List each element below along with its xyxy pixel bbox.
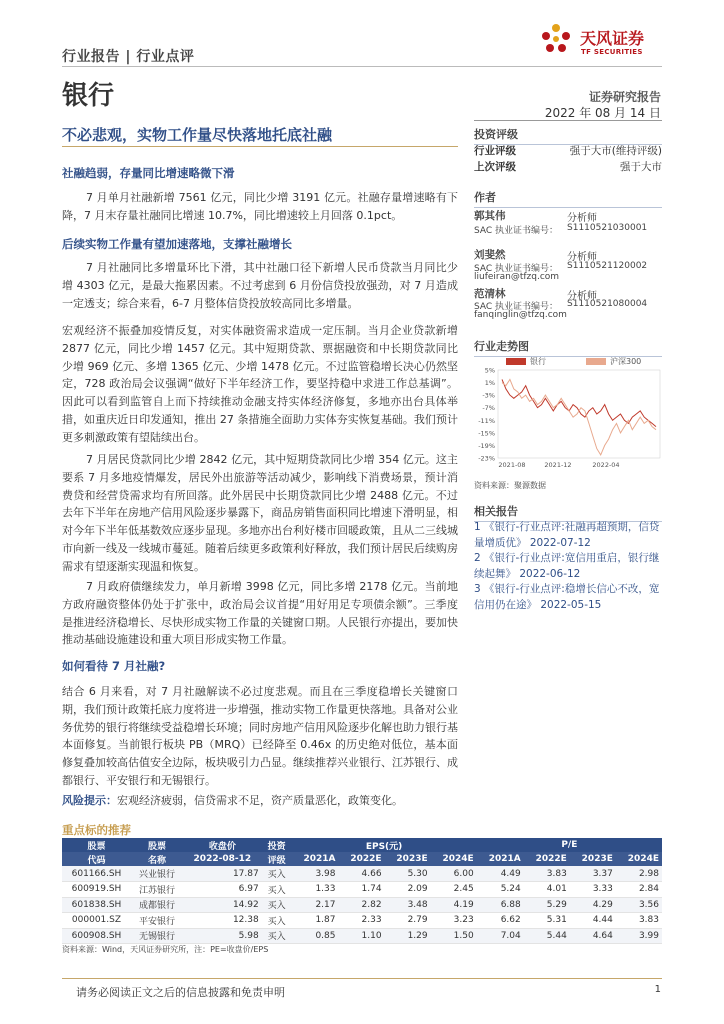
analyst-email[interactable]: liufeiran@tfzq.com — [474, 272, 560, 282]
th-sub: 2022E — [524, 852, 570, 866]
table-cell: 4.19 — [431, 897, 477, 913]
date-divider — [474, 120, 662, 121]
table-cell: 1.87 — [291, 913, 338, 929]
table-cell: 3.56 — [616, 897, 662, 913]
table-cell: 无锡银行 — [131, 928, 183, 944]
authors-header: 作者 — [474, 189, 662, 208]
prev-rating-label: 上次评级 — [474, 161, 516, 173]
table-cell: 4.49 — [477, 866, 524, 882]
section-title-2: 后续实物工作量有望加速落地，支撑社融增长 — [62, 237, 292, 251]
table-cell: 买入 — [262, 913, 292, 929]
table-cell: 6.62 — [477, 913, 524, 929]
table-cell: 600908.SH — [62, 928, 131, 944]
table-cell: 3.48 — [385, 897, 431, 913]
paragraph-2: 7 月社融同比多增量环比下滑，其中社融口径下新增人民币贷款当月同比少增 4303 亿元，是最大拖累因素。不过考虑到 6 月份信贷投放强劲，对 7 月造成一定透支；综合来看，6-7 月整体信贷投放较高同比多增量。 — [62, 261, 458, 310]
table-cell: 1.10 — [339, 928, 385, 944]
th-price: 收盘价 — [183, 838, 262, 852]
table-body — [62, 866, 662, 944]
table-cell: 12.38 — [183, 913, 262, 929]
y-tick-label: -7% — [482, 404, 495, 413]
cert-label: SAC 执业证书编号： — [474, 264, 559, 274]
headline-divider — [62, 146, 458, 147]
page-number: 1 — [654, 984, 661, 995]
table-cell: 3.23 — [431, 913, 477, 929]
table-cell: 4.29 — [570, 897, 616, 913]
table-cell: 2.84 — [616, 882, 662, 898]
table-cell: 5.29 — [524, 897, 570, 913]
chart-source: 资料来源：聚源数据 — [474, 481, 546, 490]
cert-number: S1110521120002 — [567, 261, 648, 271]
table-cell: 4.01 — [524, 882, 570, 898]
th-sub: 名称 — [131, 852, 183, 866]
table-cell: 6.97 — [183, 882, 262, 898]
analyst-role: 分析师 — [567, 291, 597, 302]
logo-text-en: TF SECURITIES — [581, 48, 643, 56]
th-rating: 投资 — [262, 838, 292, 852]
y-tick-label: 1% — [484, 379, 495, 388]
industry-title: 银行 — [62, 81, 115, 111]
cert-number: S1110521030001 — [567, 223, 648, 233]
logo-text-cn: 天风证券 — [580, 29, 645, 48]
table-cell: 6.00 — [431, 866, 477, 882]
table-cell: 3.98 — [291, 866, 338, 882]
table-cell: 3.83 — [616, 913, 662, 929]
table-cell: 000001.SZ — [62, 913, 131, 929]
legend-label-index: 沪深300 — [610, 357, 642, 366]
analyst-name: 郭其伟 — [474, 210, 506, 222]
table-cell: 3.83 — [524, 866, 570, 882]
th-sub: 代码 — [62, 852, 131, 866]
table-row — [62, 882, 662, 898]
report-headline: 不必悲观，实物工作量尽快落地托底社融 — [62, 126, 333, 144]
y-tick-label: -19% — [478, 441, 495, 450]
table-source: 资料来源：Wind，天风证券研究所，注：PE=收盘价/EPS — [62, 945, 269, 954]
report-category: 行业报告 | 行业点评 — [62, 49, 195, 65]
table-cell: 0.85 — [291, 928, 338, 944]
table-cell: 买入 — [262, 897, 292, 913]
table-cell: 4.64 — [570, 928, 616, 944]
analyst-role: 分析师 — [567, 213, 597, 224]
table-row — [62, 897, 662, 913]
table-cell: 5.31 — [524, 913, 570, 929]
industry-rating-row — [474, 143, 662, 158]
industry-trend-chart — [474, 364, 662, 472]
table-cell: 2.79 — [385, 913, 431, 929]
table-cell: 600919.SH — [62, 882, 131, 898]
footer-divider — [62, 978, 662, 979]
logo-mark-icon — [538, 22, 574, 58]
legend-label-bank: 银行 — [530, 357, 546, 366]
table-row — [62, 866, 662, 882]
table-header-row-1 — [62, 838, 662, 852]
cert-number: S1110521080004 — [567, 299, 648, 309]
table-cell: 1.33 — [291, 882, 338, 898]
table-cell: 2.98 — [616, 866, 662, 882]
x-tick-label: 2021-08 — [498, 461, 526, 469]
table-cell: 3.33 — [570, 882, 616, 898]
y-tick-label: -11% — [478, 416, 495, 425]
industry-rating-value: 强于大市(维持评级) — [569, 145, 662, 157]
y-tick-label: -23% — [478, 454, 495, 463]
table-cell: 5.24 — [477, 882, 524, 898]
th-pe: P/E — [477, 838, 662, 852]
table-cell: 5.98 — [183, 928, 262, 944]
table-cell: 2.17 — [291, 897, 338, 913]
table-cell: 成都银行 — [131, 897, 183, 913]
related-header: 相关报告 — [474, 503, 662, 522]
table-row — [62, 913, 662, 929]
table-cell: 1.50 — [431, 928, 477, 944]
related-report-1[interactable]: 1 《银行-行业点评:社融再超预期，信贷量增质优》 2022-07-12 — [474, 521, 660, 549]
table-header-row-2 — [62, 852, 662, 866]
rating-header: 投资评级 — [474, 126, 662, 145]
table-cell: 7.04 — [477, 928, 524, 944]
table-cell: 4.44 — [570, 913, 616, 929]
related-report-3[interactable]: 3 《银行-行业点评:稳增长信心不改，宽信用仍在途》 2022-05-15 — [474, 583, 660, 611]
table-cell: 买入 — [262, 866, 292, 882]
table-cell: 江苏银行 — [131, 882, 183, 898]
analyst-cert — [474, 223, 662, 236]
table-cell: 2.82 — [339, 897, 385, 913]
table-title: 重点标的推荐 — [62, 823, 131, 837]
prev-rating-value: 强于大市 — [620, 161, 662, 173]
table-cell: 601166.SH — [62, 866, 131, 882]
th-sub: 2024E — [616, 852, 662, 866]
section-title-3: 如何看待 7 月社融? — [62, 659, 166, 673]
analyst-email[interactable]: fanqinglin@tfzq.com — [474, 310, 567, 320]
cert-label: SAC 执业证书编号： — [474, 226, 559, 236]
risk-text: 宏观经济疲弱，信贷需求不足，资产质量恶化，政策变化。 — [117, 794, 403, 807]
section-title-1: 社融趋弱，存量同比增速略微下滑 — [62, 166, 235, 180]
th-sub: 2023E — [385, 852, 431, 866]
header-divider — [62, 66, 662, 67]
paragraph-6: 结合 6 月来看，对 7 月社融解读不必过度悲观。而且在三季度稳增长关键窗口期，我们预计政策托底力度将进一步增强，推动实物工作量更快落地。具备对公业务优势的银行将继续受益稳增长环境；同时房地产信用风险逐步化解也助力银行基本面修复。当前银行板块 PB（MRQ）已经降至 0.46x 的历史绝对低位，基本面修复叠加较高估值安全边际，板块吸引力凸显。继续推荐兴业银行、江苏银行、成都银行、平安银行和无锡银行。 — [62, 685, 458, 787]
th-sub: 2023E — [570, 852, 616, 866]
series-line-bank — [502, 379, 656, 426]
paragraph-4: 7 月居民贷款同比少增 2842 亿元，其中短期贷款同比少增 354 亿元。这主要系 7 月多地疫情爆发，居民外出旅游等活动减少，影响线下消费场景，预计消费贷和经营贷需求均有所回落。此外居民中长期贷款同比少增 2488 亿元。不过去年下半年在房地产信用风险逐步暴露下，商品房销售面积同比增速下滑明显，相对今年下半年低基数效应逐步显现。多地亦出台利好楼市回暖政策，且从二三线城市向新一线及一线城市蔓延。随着后续更多政策利好释放，我们预计居民后续购房需求有望逐渐实现温和恢复。 — [62, 453, 458, 573]
table-cell: 3.99 — [616, 928, 662, 944]
th-code: 股票 — [62, 838, 131, 852]
table-cell: 4.66 — [339, 866, 385, 882]
table-cell: 17.87 — [183, 866, 262, 882]
table-cell: 5.44 — [524, 928, 570, 944]
risk-label: 风险提示： — [62, 794, 117, 807]
y-tick-label: -15% — [478, 429, 495, 438]
th-sub: 2024E — [431, 852, 477, 866]
paragraph-5: 7 月政府债继续发力，单月新增 3998 亿元，同比多增 2178 亿元。当前地方政府融资整体仍处于扩张中，政治局会议首提“用好用足专项债余额”。三季度是推进经济稳增长、尽快形成实物工作量的关键窗口期。人民银行亦提出，要加快推动基础设施建设和重大项目形成实物工作量。 — [62, 580, 458, 647]
footer-disclaimer: 请务必阅读正文之后的信息披露和免责申明 — [76, 986, 285, 999]
table-cell: 2.33 — [339, 913, 385, 929]
table-cell: 兴业银行 — [131, 866, 183, 882]
th-sub: 2021A — [291, 852, 338, 866]
table-cell: 1.29 — [385, 928, 431, 944]
table-cell: 601838.SH — [62, 897, 131, 913]
table-cell: 平安银行 — [131, 913, 183, 929]
table-cell: 2.45 — [431, 882, 477, 898]
table-cell: 2.09 — [385, 882, 431, 898]
th-sub: 2022E — [339, 852, 385, 866]
th-sub: 2021A — [477, 852, 524, 866]
th-sub: 2022-08-12 — [183, 852, 262, 866]
risk-warning — [62, 792, 458, 810]
x-tick-label: 2021-12 — [544, 461, 572, 469]
analyst-name: 刘斐然 — [474, 249, 506, 261]
recommendation-table — [62, 838, 662, 944]
th-eps: EPS(元) — [291, 838, 476, 852]
analyst-name: 范清林 — [474, 288, 506, 300]
paragraph-1: 7 月单月社融新增 7561 亿元，同比少增 3191 亿元。社融存量增速略有下降，7 月末存量社融同比增速 10.7%，同比增速较上月回落 0.1pct。 — [62, 191, 458, 222]
analyst-role: 分析师 — [567, 252, 597, 263]
table-row — [62, 928, 662, 944]
th-name: 股票 — [131, 838, 183, 852]
trend-header: 行业走势图 — [474, 338, 662, 357]
th-sub: 评级 — [262, 852, 292, 866]
x-tick-label: 2022-04 — [592, 461, 620, 469]
prev-rating-row — [474, 159, 662, 174]
table-cell: 3.37 — [570, 866, 616, 882]
cert-label: SAC 执业证书编号： — [474, 302, 559, 312]
industry-rating-label: 行业评级 — [474, 145, 516, 157]
y-tick-label: -3% — [482, 391, 495, 400]
table-cell: 买入 — [262, 928, 292, 944]
report-date: 2022 年 08 月 14 日 — [544, 106, 661, 120]
report-type: 证券研究报告 — [588, 90, 661, 104]
related-report-2[interactable]: 2 《银行-行业点评:宽信用重启，银行继续起舞》 2022-06-12 — [474, 552, 660, 580]
table-cell: 1.74 — [339, 882, 385, 898]
table-cell: 14.92 — [183, 897, 262, 913]
company-logo — [538, 20, 668, 64]
table-cell: 6.88 — [477, 897, 524, 913]
table-cell: 5.30 — [385, 866, 431, 882]
paragraph-3: 宏观经济不振叠加疫情反复，对实体融资需求造成一定压制。当月企业贷款新增 2877 亿元，同比少增 1457 亿元。其中短期贷款、票据融资和中长期贷款同比少增 969 亿元、多增 1365 亿元、少增 1478 亿元。不过监管稳增长决心仍然坚定，728 政治局会议强调“做好下半年经济工作，要坚持稳中求进工作总基调”。因此可以看到监管自上而下持续推动金融支持实体经济修复，多地亦出台具体举措，如重庆近日印发通知，推出 27 条措施全面助力实体夯实恢复基础。我们预计更多刺激政策有望陆续出台。 — [62, 324, 458, 444]
table-cell: 买入 — [262, 882, 292, 898]
y-tick-label: 5% — [484, 366, 495, 375]
